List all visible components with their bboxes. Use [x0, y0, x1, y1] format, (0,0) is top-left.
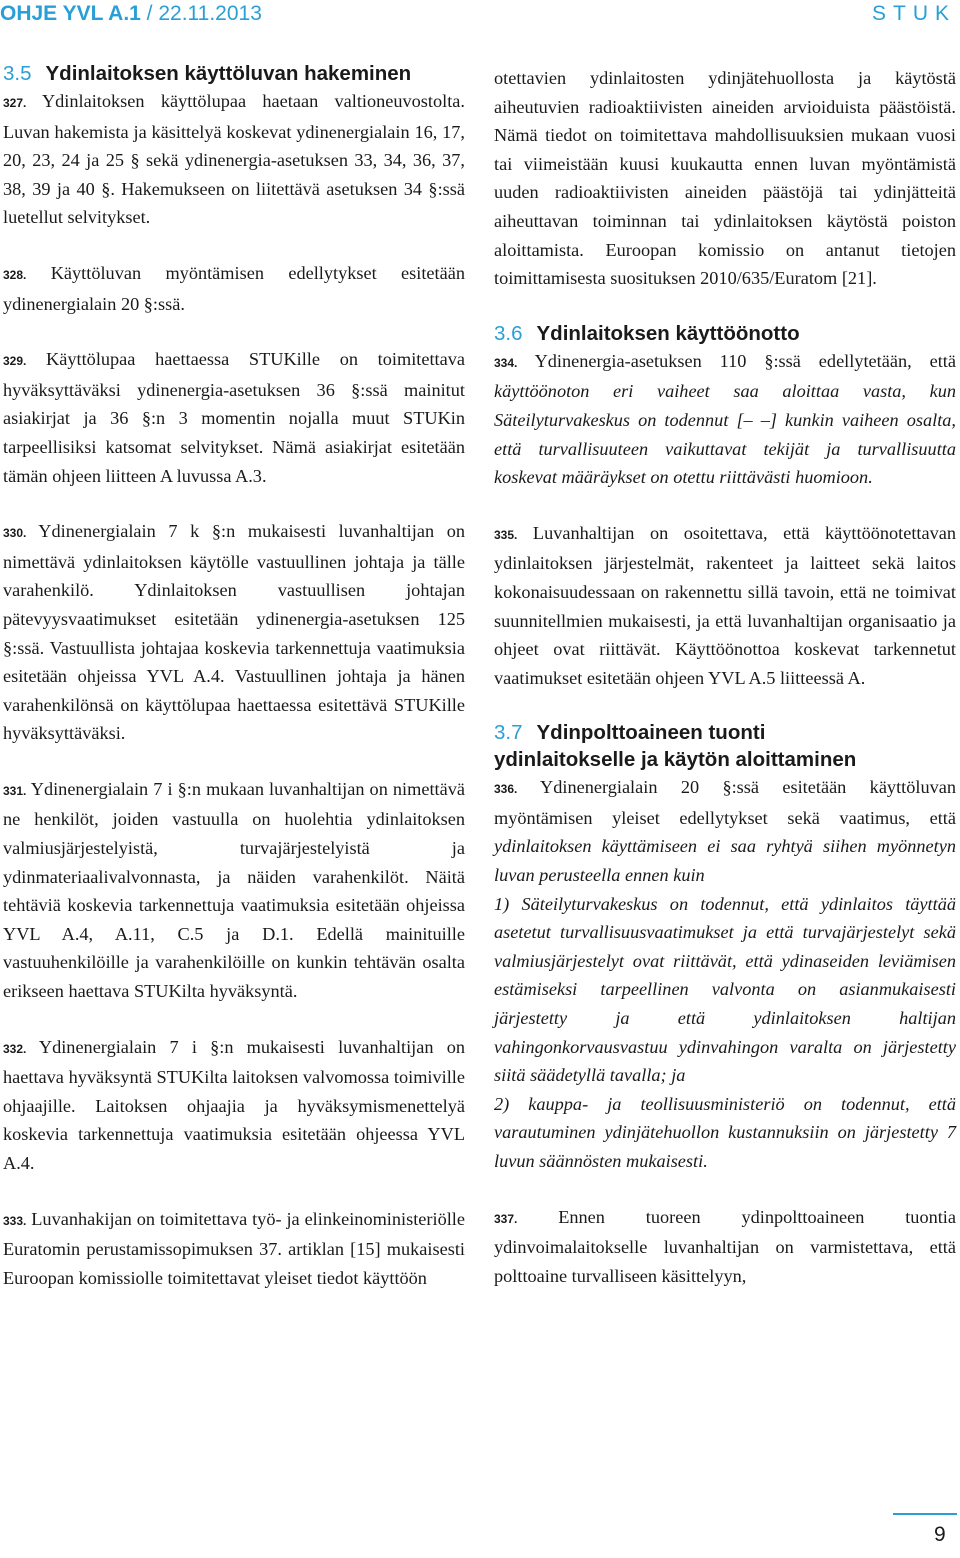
paragraph-337	[494, 1203, 956, 1291]
section-heading-3-7	[494, 719, 956, 773]
paragraph-330	[3, 517, 465, 748]
document-id	[0, 2, 262, 26]
paragraph-text: Ydinenergialain 7 k §:n mukaisesti luvanhaltijan on nimettävä ydinlaitoksen käytölle vastuullinen johtaja ja tälle varahenkilö. Ydinlaitoksen vastuullisen johtajan pätevyysvaatimukset esitetään ydinenergia-asetuksen 125 §:ssä. Vastuullista johtajaa koskevia tarkennettuja vaatimuksia esitetään ohjeissa YVL A.4. Vastuullinen johtaja ja hänen varahenkilönsä on käyttölupaa haettaessa esitettävä STUKille hyväksyttäväksi.	[3, 521, 465, 744]
paragraph-number: 328.	[3, 267, 27, 282]
paragraph-quote: ydinlaitoksen käyttämiseen ei saa ryhtyä siihen myönnetyn luvan perusteella ennen kuin	[494, 836, 956, 886]
document-title: OHJE YVL A.1	[0, 2, 141, 25]
section-number: 3.6	[494, 321, 523, 345]
paragraph-331	[3, 775, 465, 1006]
paragraph-number: 330.	[3, 526, 27, 541]
left-column	[3, 60, 465, 1319]
right-column	[494, 64, 956, 1317]
paragraph-text: Käyttölupaa haettaessa STUKille on toimitettava hyväksyttäväksi ydinenergia-asetuksen 36 §:ssä mainitut asiakirjat ja 36 §:n 3 momentin nojalla muut STUKin tarpeellisiksi katsomat selvitykset. Nämä asiakirjat esitetään tämän ohjeen liitteen A luvussa A.3.	[3, 349, 465, 486]
footer-rule	[893, 1513, 957, 1515]
paragraph-336-item-1: 1) Säteilyturvakeskus on todennut, että ydinlaitos täyttää asetetut turvallisuusvaatimukset ja että turvajärjestelyt sekä valmiusjärjestelyt ovat riittävät, että ydinaseiden leviämisen estämiseksi tarpeellinen valvonta on asianmukaisesti järjestetty ja että ydinlaitoksen haltijan vahingonkorvausvastuu ydinvahingon varalta on järjestetty siitä säädetyllä tavalla; ja	[494, 893, 956, 1086]
paragraph-text: otettavien ydinlaitosten ydinjätehuollosta ja käytöstä aiheutuvien radioaktiivisten aineiden arvioiduista päästöistä. Nämä tiedot on toimitettava mahdollisuuksien mukaan vuosi tai viimeistään kuusi kuukautta ennen luvan myöntämistä uuden radioaktiivisten aineiden päästöjä tai ydinjätteitä aiheuttavan toiminnan tai ydinlaitoksen käytöstä poiston aloittamista. Euroopan komissio on antanut tietojen toimittamisesta suosituksen 2010/635/Euratom [21].	[494, 68, 956, 289]
section-number: 3.7	[494, 721, 523, 745]
organization-name: STUK	[871, 2, 956, 25]
paragraph-334	[494, 347, 956, 492]
paragraph-text: Ydinenergia-asetuksen 110 §:ssä edellytetään, että	[517, 350, 956, 371]
section-heading-3-5	[3, 60, 465, 87]
paragraph-number: 332.	[3, 1041, 27, 1056]
page-header	[0, 0, 960, 32]
paragraph-336	[494, 773, 956, 889]
section-title-line-1: Ydinpolttoaineen tuonti	[536, 721, 766, 745]
paragraph-number: 337.	[494, 1211, 518, 1226]
paragraph-327	[3, 87, 465, 232]
section-title-line-2: ydinlaitokselle ja käytön aloittaminen	[494, 748, 857, 772]
paragraph-text: Käyttöluvan myöntämisen edellytykset esitetään ydinenergialain 20 §:ssä.	[3, 262, 465, 314]
paragraph-333-continued	[494, 64, 956, 293]
paragraph-number: 327.	[3, 96, 27, 110]
paragraph-text: Luvanhakijan on toimitettava työ- ja elinkeinoministeriölle Euratomin perustamissopimuksen 37. artiklan [15] mukaisesti Euroopan komissiolle toimitettavat yleiset tiedot käyttöön	[3, 1208, 465, 1288]
section-title: Ydinlaitoksen käyttöluvan hakeminen	[45, 62, 412, 85]
paragraph-number: 333.	[3, 1213, 27, 1228]
paragraph-332	[3, 1033, 465, 1178]
paragraph-text: Ydinenergialain 7 i §:n mukaan luvanhaltijan on nimettävä ne henkilöt, joiden vastuulla on huolehtia ydinlaitoksen valmiusjärjestelyistä, turvajärjestelyistä ja ydinmateriaalivalvonnasta, ja näiden varahenkilöt. Näitä tehtäviä koskevia tarkennettuja vaatimuksia esitetään ohjeissa YVL A.4, A.11, C.5 ja D.1. Edellä mainituille vastuuhenkilöille ja varahenkilöille on kunkin tehtävän osalta erikseen haettava STUKilta hyväksyntä.	[3, 778, 465, 1002]
paragraph-number: 334.	[494, 355, 518, 370]
paragraph-text: Ydinlaitoksen käyttölupaa haetaan valtioneuvostolta. Luvan hakemista ja käsittelyä koskevat ydinenergialain 16, 17, 20, 23, 24 ja 25 § sekä ydinenergia-asetuksen 33, 34, 36, 37, 38, 39 ja 40 §. Hakemukseen on liitettävä asetuksen 34 §:ssä luetellut selvitykset.	[3, 91, 465, 228]
paragraph-text: Ydinenergialain 7 i §:n mukaisesti luvanhaltijan on haettava hyväksyntä STUKilta laitoksen valvomossa toimiville ohjaajille. Laitoksen ohjaajia ja hyväksymismenettelyä koskevia tarkennettuja vaatimuksia esitetään ohjeessa YVL A.4.	[3, 1036, 465, 1173]
paragraph-328	[3, 259, 465, 318]
paragraph-text: Luvanhaltijan on osoitettava, että käyttöönotettavan ydinlaitoksen järjestelmät, rakenteet ja laitteet sekä laitos kokonaisuudessaan on rakennettu sillä tavoin, että ne toimivat suunnitellmien mukaisesti, ja että luvanhaltijan organisaatio ja ohjeet ovat riittävät. Käyttöönottoa koskevat tarkennetut vaatimukset esitetään ohjeen YVL A.5 liitteessä A.	[494, 522, 956, 688]
section-heading-3-6	[494, 320, 956, 347]
page-number: 9	[934, 1523, 946, 1546]
paragraph-number: 335.	[494, 527, 518, 542]
paragraph-336-item-2: 2) kauppa- ja teollisuusministeriö on todennut, että varautuminen ydinjätehuollon kustannuksiin on järjestetty 7 luvun säännösten mukaisesti.	[494, 1093, 956, 1171]
section-number: 3.5	[3, 62, 32, 85]
paragraph-329	[3, 345, 465, 490]
paragraph-333	[3, 1205, 465, 1293]
paragraph-number: 329.	[3, 354, 27, 369]
section-title: Ydinlaitoksen käyttöönotto	[536, 321, 800, 345]
paragraph-335	[494, 519, 956, 693]
paragraph-text: Ydinenergialain 20 §:ssä esitetään käyttöluvan myöntämisen yleiset edellytykset sekä vaatimus, että	[494, 777, 956, 828]
paragraph-number: 336.	[494, 782, 518, 797]
paragraph-number: 331.	[3, 783, 27, 798]
paragraph-text: Ennen tuoreen ydinpolttoaineen tuontia ydinvoimalaitokselle luvanhaltijan on varmistettava, että polttoaine turvalliseen käsittelyyn,	[494, 1206, 956, 1286]
document-date: / 22.11.2013	[140, 2, 262, 25]
paragraph-quote: käyttöönoton eri vaiheet saa aloittaa vasta, kun Säteilyturvakeskus on todennut [– –] kunkin vaiheen osalta, että turvallisuuteen vaikuttavat tekijät ja turvallisuutta koskevat määräykset on otettu riittävästi huomioon.	[494, 381, 956, 488]
